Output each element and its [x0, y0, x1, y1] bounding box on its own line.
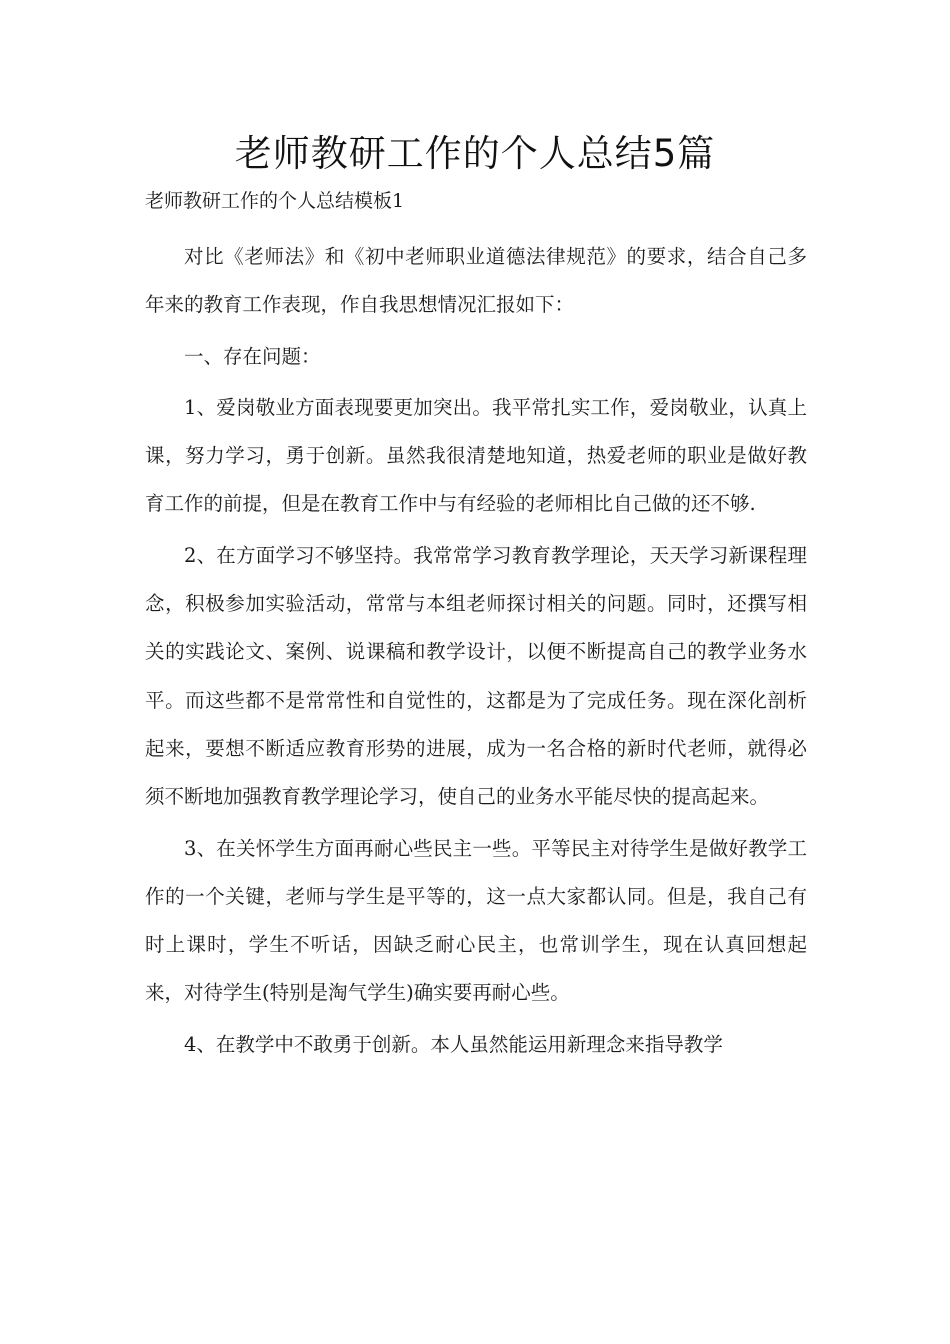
document-subtitle: 老师教研工作的个人总结模板1	[145, 190, 405, 212]
paragraph-point-2: 2、在方面学习不够坚持。我常常学习教育教学理论，天天学习新课程理念，积极参加实验活动，常常与本组老师探讨相关的问题。同时，还撰写相关的实践论文、案例、说课稿和教学设计，以便不断提高自己的教学业务水平。而这些都不是常常性和自觉性的，这都是为了完成任务。现在深化剖析起来，要想不断适应教育形势的进展，成为一名合格的新时代老师，就得必须不断地加强教育教学理论学习，使自己的业务水平能尽快的提高起来。	[145, 543, 807, 809]
paragraph-point-1: 1、爱岗敬业方面表现要更加突出。我平常扎实工作，爱岗敬业，认真上课，努力学习，勇于创新。虽然我很清楚地知道，热爱老师的职业是做好教育工作的前提，但是在教育工作中与有经验的老师相比自己做的还不够.	[145, 395, 807, 516]
paragraph-point-3: 3、在关怀学生方面再耐心些民主一些。平等民主对待学生是做好教学工作的一个关键，老师与学生是平等的，这一点大家都认同。但是，我自己有时上课时，学生不听话，因缺乏耐心民主，也常训学生，现在认真回想起来，对待学生(特别是淘气学生)确实要再耐心些。	[145, 836, 807, 1005]
document-body	[145, 233, 807, 1072]
section-heading-problems: 一、存在问题：	[184, 344, 321, 368]
paragraph-intro: 对比《老师法》和《初中老师职业道德法律规范》的要求，结合自己多年来的教育工作表现，作自我思想情况汇报如下：	[145, 245, 807, 317]
paragraph-point-4: 4、在教学中不敢勇于创新。本人虽然能运用新理念来指导教学	[184, 1032, 723, 1056]
document-title: 老师教研工作的个人总结5篇	[234, 132, 716, 175]
